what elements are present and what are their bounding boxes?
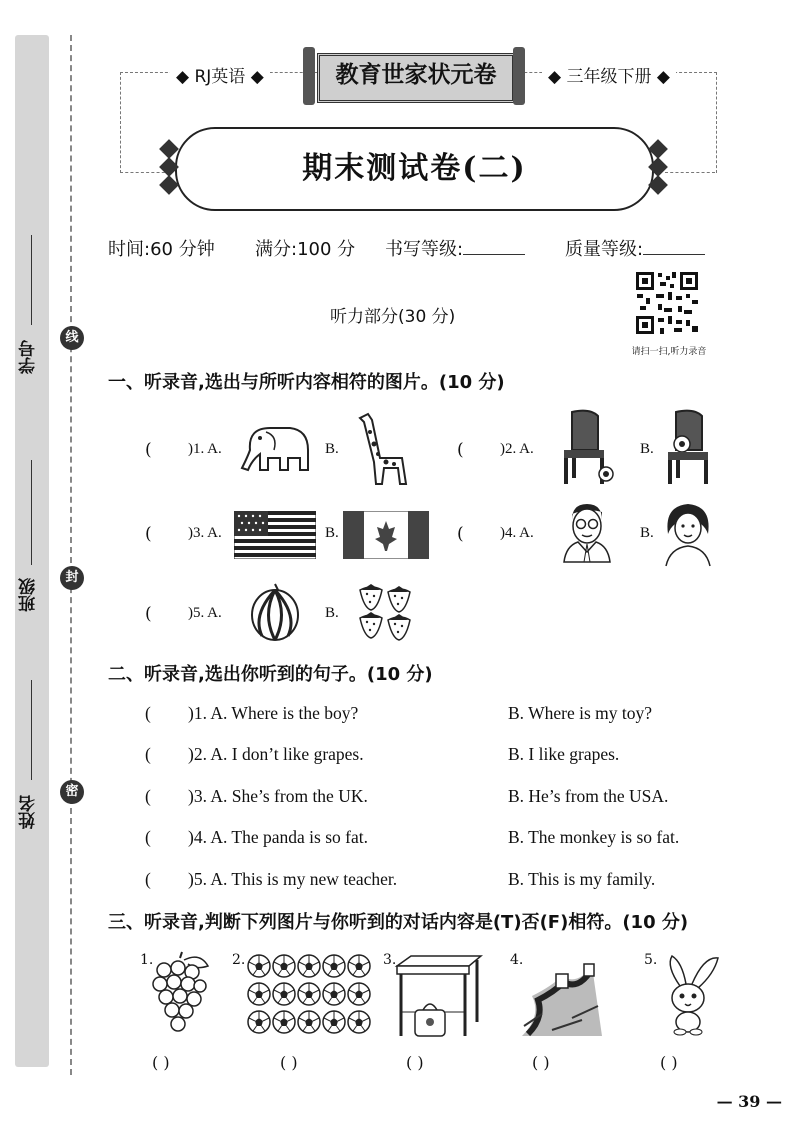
s2-q4-a: )4. A. The panda is so fat. — [188, 827, 368, 847]
s2-q2-b: B. I like grapes. — [508, 744, 620, 764]
page-number: — 39 — — [716, 1092, 782, 1111]
s2-q4-b: B. The monkey is so fat. — [508, 827, 680, 847]
binding-margin — [15, 35, 49, 1067]
s2-q4-bracket[interactable]: ( — [145, 827, 151, 847]
cut-line — [70, 35, 72, 1075]
s2-q3-a: )3. A. She’s from the UK. — [188, 786, 368, 806]
quality-grade — [565, 235, 705, 261]
header-frame-right — [665, 72, 715, 173]
writing-grade-label: 书写等级: — [385, 239, 464, 260]
giraffe-icon — [352, 410, 412, 488]
name-line — [31, 680, 32, 780]
qr-code-icon[interactable] — [634, 270, 700, 336]
chair-ball-under-icon — [560, 408, 615, 486]
q5-bracket[interactable]: ( — [145, 604, 152, 624]
header-frame-left — [120, 72, 170, 173]
s2-q3-b: B. He’s from the USA. — [508, 786, 669, 806]
s3-num-2: 2. — [232, 952, 246, 968]
s2-q2-bracket[interactable]: ( — [145, 744, 151, 764]
q1-label: )1. A. — [188, 441, 222, 457]
section1-title: 一、听录音,选出与所听内容相符的图片。(10 分) — [108, 372, 505, 393]
seal-xian: 线 — [60, 326, 84, 350]
scroll-left — [303, 47, 315, 105]
q3-b-label: B. — [325, 525, 339, 541]
s2-q1-b: B. Where is my toy? — [508, 703, 653, 723]
q5-b-label: B. — [325, 605, 339, 621]
subject-tag: ◆ RJ英语 ◆ — [170, 62, 270, 87]
time-info: 时间:60 分钟 — [108, 239, 215, 260]
s3-answer-5[interactable]: ( ) — [660, 1053, 678, 1072]
q1-bracket[interactable]: ( — [145, 440, 152, 460]
s2-q1-a: )1. A. Where is the boy? — [188, 703, 359, 723]
s3-answer-1[interactable]: ( ) — [152, 1053, 170, 1072]
class-label: 班级 — [19, 578, 39, 613]
s2-q5-bracket[interactable]: ( — [145, 869, 151, 889]
seal-mi: 密 — [60, 780, 84, 804]
scroll-right — [513, 47, 525, 105]
s3-num-4: 4. — [510, 952, 524, 968]
s3-num-1: 1. — [140, 952, 154, 968]
grapes-icon — [152, 950, 212, 1040]
great-wall-icon — [522, 956, 602, 1038]
usa-flag-icon — [234, 511, 316, 559]
grade-tag: ◆ 三年级下册 ◆ — [542, 62, 676, 87]
s2-q5-b: B. This is my family. — [508, 869, 656, 889]
grade-text: 三年级下册 — [566, 67, 652, 87]
q5-label: )5. A. — [188, 605, 222, 621]
s2-q2-a: )2. A. I don’t like grapes. — [188, 744, 364, 764]
writing-grade — [385, 235, 525, 261]
s3-num-5: 5. — [644, 952, 658, 968]
name-label: 姓名 — [19, 795, 39, 830]
q3-label: )3. A. — [188, 525, 222, 541]
s3-answer-2[interactable]: ( ) — [280, 1053, 298, 1072]
canada-flag-icon — [343, 511, 429, 559]
s3-answer-3[interactable]: ( ) — [406, 1053, 424, 1072]
watermelon-icon — [248, 582, 302, 642]
s2-q3-bracket[interactable]: ( — [145, 786, 151, 806]
rabbit-icon — [656, 952, 726, 1036]
score-info: 满分:100 分 — [255, 239, 356, 260]
woman-icon — [660, 500, 716, 568]
footballs-icon — [246, 952, 374, 1036]
man-glasses-icon — [558, 500, 616, 564]
series-title: 教育世家状元卷 — [335, 62, 497, 88]
q1-b-label: B. — [325, 441, 339, 457]
s3-num-3: 3. — [383, 952, 397, 968]
s3-answer-4[interactable]: ( ) — [532, 1053, 550, 1072]
desk-bag-icon — [393, 952, 483, 1040]
seal-feng: 封 — [60, 566, 84, 590]
q3-bracket[interactable]: ( — [145, 524, 152, 544]
strawberries-icon — [356, 580, 416, 642]
series-banner — [303, 47, 525, 105]
quality-grade-label: 质量等级: — [565, 239, 644, 260]
quality-grade-blank[interactable] — [643, 238, 705, 255]
page-title: 期末测试卷(二) — [302, 151, 527, 186]
q4-b-label: B. — [640, 525, 654, 541]
q2-bracket[interactable]: ( — [457, 440, 464, 460]
chair-ball-on-icon — [662, 408, 717, 486]
s2-q1-bracket[interactable]: ( — [145, 703, 151, 723]
writing-grade-blank[interactable] — [463, 238, 525, 255]
q4-bracket[interactable]: ( — [457, 524, 464, 544]
qr-caption: 请扫一扫,听力录音 — [631, 347, 707, 357]
section3-title: 三、听录音,判断下列图片与你听到的对话内容是(T)否(F)相符。(10 分) — [108, 912, 689, 933]
elephant-icon — [238, 420, 313, 475]
q2-b-label: B. — [640, 441, 654, 457]
q4-label: )4. A. — [500, 525, 534, 541]
q2-label: )2. A. — [500, 441, 534, 457]
student-id-line — [31, 235, 32, 325]
listening-part-heading: 听力部分(30 分) — [330, 307, 456, 327]
class-line — [31, 460, 32, 565]
subject-text: RJ英语 — [194, 67, 246, 87]
section2-title: 二、听录音,选出你听到的句子。(10 分) — [108, 664, 433, 685]
s2-q5-a: )5. A. This is my new teacher. — [188, 869, 398, 889]
student-id-label: 学号 — [19, 340, 39, 375]
